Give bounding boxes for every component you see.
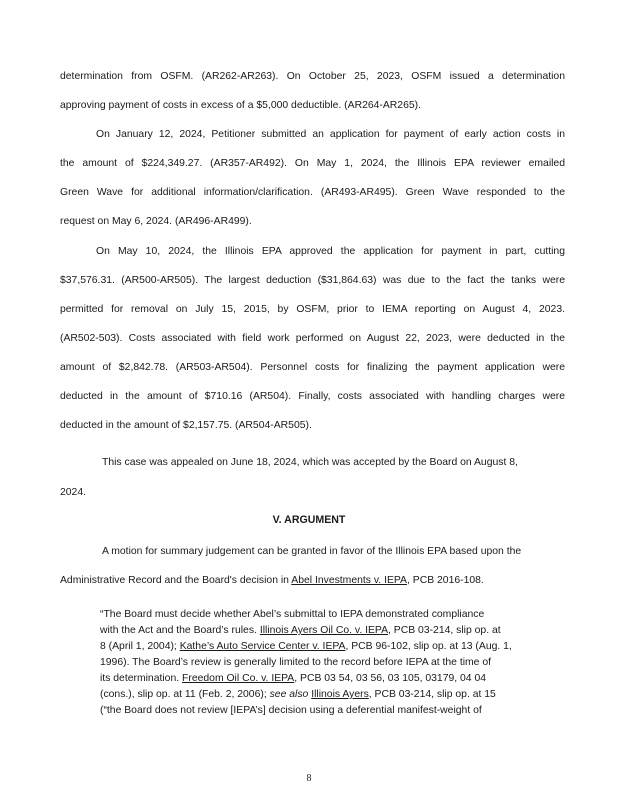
page-number: 8 [306, 773, 312, 784]
text-span: Administrative Record and the Board's decision in [60, 575, 292, 586]
text-span: its determination. [100, 673, 183, 684]
body-line: On January 12, 2024, Petitioner submitted an application for payment of early action costs in [96, 129, 565, 140]
text-span: 8 (April 1, 2004); [100, 641, 180, 652]
signal-phrase: see also [269, 689, 309, 700]
text-span: (cons.), slip op. at 11 (Feb. 2, 2006); [100, 689, 270, 700]
quote-line: 1996). The Board’s review is generally limited to the record before IEPA at the time of [100, 657, 492, 668]
body-line: (AR502-503). Costs associated with field work performed on August 22, 2023, were deducted in the [60, 333, 565, 344]
quote-line [100, 688, 564, 701]
text-span: , PCB 96-102, slip op. at 13 (Aug. 1, [345, 641, 512, 652]
body-line [60, 574, 565, 587]
case-citation: Illinois Ayers Oil Co. v. IEPA [259, 625, 389, 636]
text-span: , PCB 2016-108. [406, 575, 484, 586]
body-line: request on May 6, 2024. (AR496-AR499). [60, 216, 252, 227]
body-line: On May 10, 2024, the Illinois EPA approved the application for payment in part, cutting [96, 246, 565, 257]
body-line: deducted in the amount of $710.16 (AR504). Finally, costs associated with handling charges were [60, 391, 565, 402]
body-line: determination from OSFM. (AR262-AR263). On October 25, 2023, OSFM issued a determination [60, 71, 565, 82]
body-line: the amount of $224,349.27. (AR357-AR492). On May 1, 2024, the Illinois EPA reviewer emailed [60, 158, 565, 169]
section-heading: V. ARGUMENT [272, 514, 346, 526]
case-citation: Illinois Ayers [311, 689, 369, 700]
quote-line [100, 640, 564, 653]
text-span: , PCB 03-214, slip op. at [388, 625, 501, 636]
body-line: permitted for removal on July 15, 2015, by OSFM, prior to IEMA reporting on August 4, 2023. [60, 304, 565, 315]
body-line: 2024. [60, 487, 87, 498]
quote-line [100, 624, 564, 637]
case-citation: Freedom Oil Co. v. IEPA [182, 673, 295, 684]
body-line: approving payment of costs in excess of a $5,000 deductible. (AR264-AR265). [60, 100, 421, 111]
body-line: $37,576.31. (AR500-AR505). The largest deduction ($31,864.63) was due to the fact the tanks were [60, 275, 565, 286]
body-line: This case was appealed on June 18, 2024, which was accepted by the Board on August 8, [102, 457, 518, 468]
quote-line: “The Board must decide whether Abel’s submittal to IEPA demonstrated compliance [100, 609, 485, 620]
case-citation: Kathe’s Auto Service Center v. IEPA [179, 641, 346, 652]
body-line: deducted in the amount of $2,157.75. (AR504-AR505). [60, 420, 312, 431]
body-line: Green Wave for additional information/clarification. (AR493-AR495). Green Wave responded to the [60, 187, 565, 198]
quote-line [100, 672, 564, 685]
text-span: with the Act and the Board’s rules. [100, 625, 260, 636]
body-line: amount of $2,842.78. (AR503-AR504). Personnel costs for finalizing the payment application were [60, 362, 565, 373]
body-line: A motion for summary judgement can be granted in favor of the Illinois EPA based upon the [102, 546, 522, 557]
case-citation: Abel Investments v. IEPA [291, 575, 407, 586]
text-span: , PCB 03 54, 03 56, 03 105, 03179, 04 04 [294, 673, 487, 684]
quote-line: (“the Board does not review [IEPA’s] decision using a deferential manifest-weight of [100, 705, 482, 716]
text-span: , PCB 03-214, slip op. at 15 [368, 689, 496, 700]
